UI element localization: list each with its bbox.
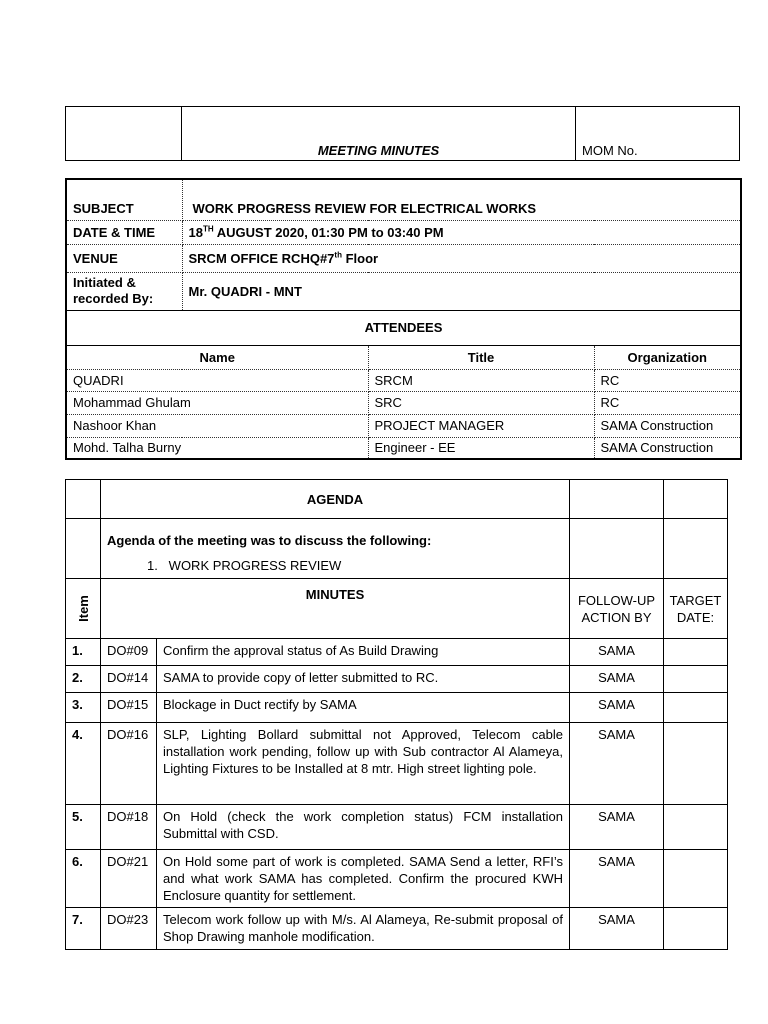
attendee-org: RC bbox=[594, 369, 741, 391]
row-target-date bbox=[664, 805, 728, 850]
initiated-label: Initiated & recorded By: bbox=[66, 272, 182, 310]
datetime-label: DATE & TIME bbox=[66, 220, 182, 244]
minutes-row bbox=[66, 639, 728, 666]
initiated-value: Mr. QUADRI - MNT bbox=[182, 272, 741, 310]
meeting-info-table bbox=[65, 178, 742, 460]
attendees-col-title: Title bbox=[368, 345, 594, 369]
row-description: Confirm the approval status of As Build Drawing bbox=[157, 639, 570, 666]
attendee-title: Engineer - EE bbox=[368, 437, 594, 459]
row-action-by: SAMA bbox=[570, 723, 664, 805]
row-reference: DO#09 bbox=[101, 639, 157, 666]
agenda-intro: Agenda of the meeting was to discuss the following: bbox=[107, 533, 432, 548]
row-description: Blockage in Duct rectify by SAMA bbox=[157, 693, 570, 723]
attendee-org: SAMA Construction bbox=[594, 414, 741, 437]
row-description: SAMA to provide copy of letter submitted to RC. bbox=[157, 666, 570, 693]
row-reference: DO#16 bbox=[101, 723, 157, 805]
logo-cell bbox=[66, 107, 182, 161]
row-target-date bbox=[664, 666, 728, 693]
venue-value: SRCM OFFICE RCHQ#7th Floor bbox=[182, 244, 741, 272]
row-target-date bbox=[664, 639, 728, 666]
agenda-blank-cell bbox=[66, 519, 101, 579]
row-action-by: SAMA bbox=[570, 908, 664, 950]
row-action-by: SAMA bbox=[570, 805, 664, 850]
attendee-row bbox=[66, 437, 741, 459]
minutes-row bbox=[66, 908, 728, 950]
agenda-blank-cell bbox=[66, 480, 101, 519]
minutes-row bbox=[66, 723, 728, 805]
agenda-item: 1. WORK PROGRESS REVIEW bbox=[147, 558, 342, 573]
row-reference: DO#15 bbox=[101, 693, 157, 723]
attendee-name: QUADRI bbox=[66, 369, 368, 391]
attendee-name: Mohammad Ghulam bbox=[66, 391, 368, 414]
row-action-by: SAMA bbox=[570, 693, 664, 723]
followup-column-header: FOLLOW-UP ACTION BY bbox=[570, 579, 664, 639]
row-number: 6. bbox=[66, 850, 101, 908]
subject-label: SUBJECT bbox=[66, 179, 182, 220]
attendee-title: SRC bbox=[368, 391, 594, 414]
row-reference: DO#21 bbox=[101, 850, 157, 908]
attendees-heading: ATTENDEES bbox=[66, 310, 741, 345]
agenda-blank-cell bbox=[664, 480, 728, 519]
minutes-row bbox=[66, 666, 728, 693]
agenda-blank-cell bbox=[664, 519, 728, 579]
row-action-by: SAMA bbox=[570, 666, 664, 693]
row-description: On Hold some part of work is completed. SAMA Send a letter, RFI’s and what work SAMA has completed. Confirm the procured KWH Enclosure quantity for settlement. bbox=[157, 850, 570, 908]
attendee-row bbox=[66, 391, 741, 414]
row-number: 1. bbox=[66, 639, 101, 666]
row-number: 2. bbox=[66, 666, 101, 693]
attendee-org: SAMA Construction bbox=[594, 437, 741, 459]
attendees-col-name: Name bbox=[66, 345, 368, 369]
agenda-body bbox=[101, 519, 570, 579]
attendee-row bbox=[66, 414, 741, 437]
subject-value: WORK PROGRESS REVIEW FOR ELECTRICAL WORKS bbox=[182, 179, 741, 220]
agenda-heading: AGENDA bbox=[101, 480, 570, 519]
agenda-blank-cell bbox=[570, 519, 664, 579]
datetime-value: 18TH AUGUST 2020, 01:30 PM to 03:40 PM bbox=[182, 220, 741, 244]
document-title: MEETING MINUTES bbox=[182, 107, 576, 161]
attendee-row bbox=[66, 369, 741, 391]
row-target-date bbox=[664, 693, 728, 723]
attendee-name: Mohd. Talha Burny bbox=[66, 437, 368, 459]
mom-number-label: MOM No. bbox=[576, 107, 740, 161]
attendee-name: Nashoor Khan bbox=[66, 414, 368, 437]
row-number: 5. bbox=[66, 805, 101, 850]
row-target-date bbox=[664, 908, 728, 950]
target-date-column-header: TARGET DATE: bbox=[664, 579, 728, 639]
row-target-date bbox=[664, 723, 728, 805]
row-reference: DO#14 bbox=[101, 666, 157, 693]
minutes-row bbox=[66, 805, 728, 850]
minutes-heading: MINUTES bbox=[101, 579, 570, 639]
row-description: On Hold (check the work completion status) FCM installation Submittal with CSD. bbox=[157, 805, 570, 850]
minutes-table bbox=[65, 479, 728, 950]
minutes-row bbox=[66, 693, 728, 723]
row-action-by: SAMA bbox=[570, 850, 664, 908]
attendee-org: RC bbox=[594, 391, 741, 414]
agenda-blank-cell bbox=[570, 480, 664, 519]
row-number: 7. bbox=[66, 908, 101, 950]
venue-label: VENUE bbox=[66, 244, 182, 272]
row-reference: DO#23 bbox=[101, 908, 157, 950]
row-action-by: SAMA bbox=[570, 639, 664, 666]
attendees-col-org: Organization bbox=[594, 345, 741, 369]
attendee-title: SRCM bbox=[368, 369, 594, 391]
minutes-row bbox=[66, 850, 728, 908]
row-target-date bbox=[664, 850, 728, 908]
row-reference: DO#18 bbox=[101, 805, 157, 850]
item-column-header: Item bbox=[66, 579, 101, 639]
attendee-title: PROJECT MANAGER bbox=[368, 414, 594, 437]
row-description: Telecom work follow up with M/s. Al Alameya, Re-submit proposal of Shop Drawing manhole modification. bbox=[157, 908, 570, 950]
row-number: 3. bbox=[66, 693, 101, 723]
row-description: SLP, Lighting Bollard submittal not Approved, Telecom cable installation work pending, follow up with Sub contractor Al Alameya, Lighting Fixtures to be Installed at 8 mtr. High street lighting pole. bbox=[157, 723, 570, 805]
header-table bbox=[65, 106, 740, 161]
row-number: 4. bbox=[66, 723, 101, 805]
